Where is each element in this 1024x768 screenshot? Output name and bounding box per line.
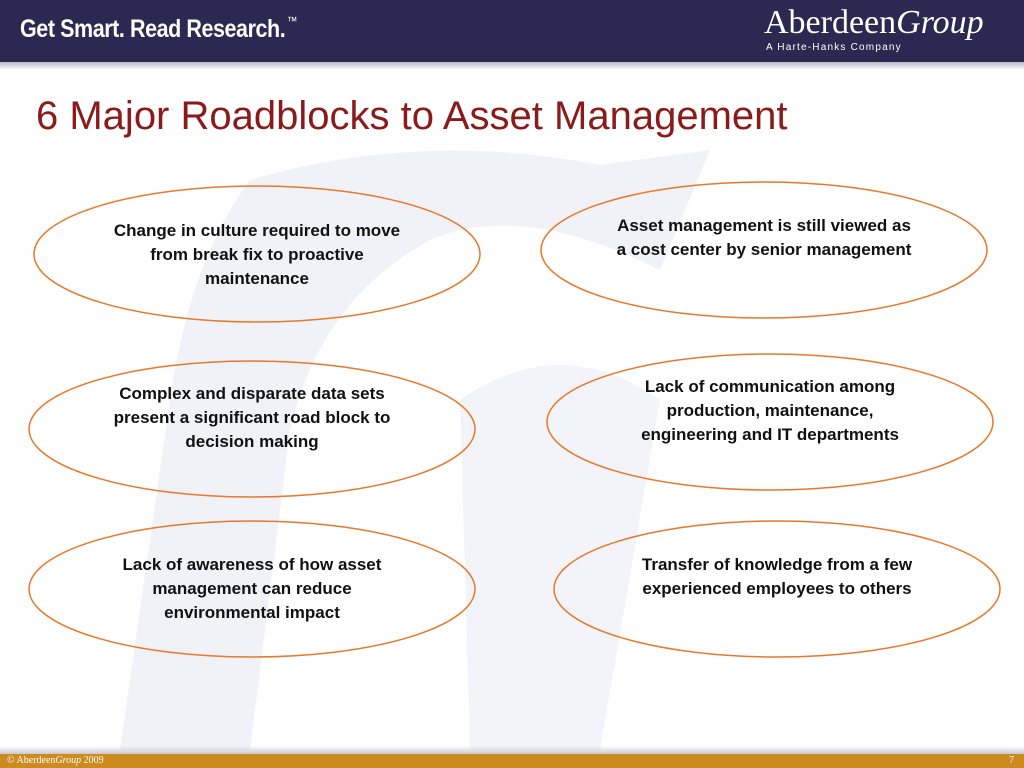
copyright-prefix: © Aberdeen bbox=[7, 755, 56, 766]
roadblock-text-5: Lack of awareness of how asset management can reduce environmental impact bbox=[122, 555, 382, 622]
roadblock-text-1: Change in culture required to move from break fix to proactive maintenance bbox=[113, 221, 401, 288]
tagline-text: Get Smart. Read Research. bbox=[20, 15, 286, 43]
logo-script-text: Group bbox=[896, 4, 984, 41]
roadblock-text-3: Complex and disparate data sets present a significant road block to decision making bbox=[113, 384, 391, 451]
page-number: 7 bbox=[1009, 755, 1014, 766]
trademark-mark: ™ bbox=[287, 14, 297, 28]
roadblock-text-4: Lack of communication among production, maintenance, engineering and IT departments bbox=[641, 377, 899, 444]
roadblock-text-2: Asset management is still viewed as a cost center by senior management bbox=[616, 216, 912, 259]
logo-main-text: Aberdeen bbox=[764, 4, 897, 41]
roadblock-text-6: Transfer of knowledge from a few experienced employees to others bbox=[641, 555, 913, 598]
footer-bar bbox=[0, 754, 1024, 768]
footer-shadow bbox=[0, 746, 1024, 754]
copyright-year: 2009 bbox=[83, 755, 104, 766]
copyright-script: Group bbox=[55, 755, 82, 766]
page-title: 6 Major Roadblocks to Asset Management bbox=[36, 94, 788, 138]
copyright bbox=[7, 754, 104, 768]
logo-subtitle: A Harte-Hanks Company bbox=[766, 42, 902, 53]
